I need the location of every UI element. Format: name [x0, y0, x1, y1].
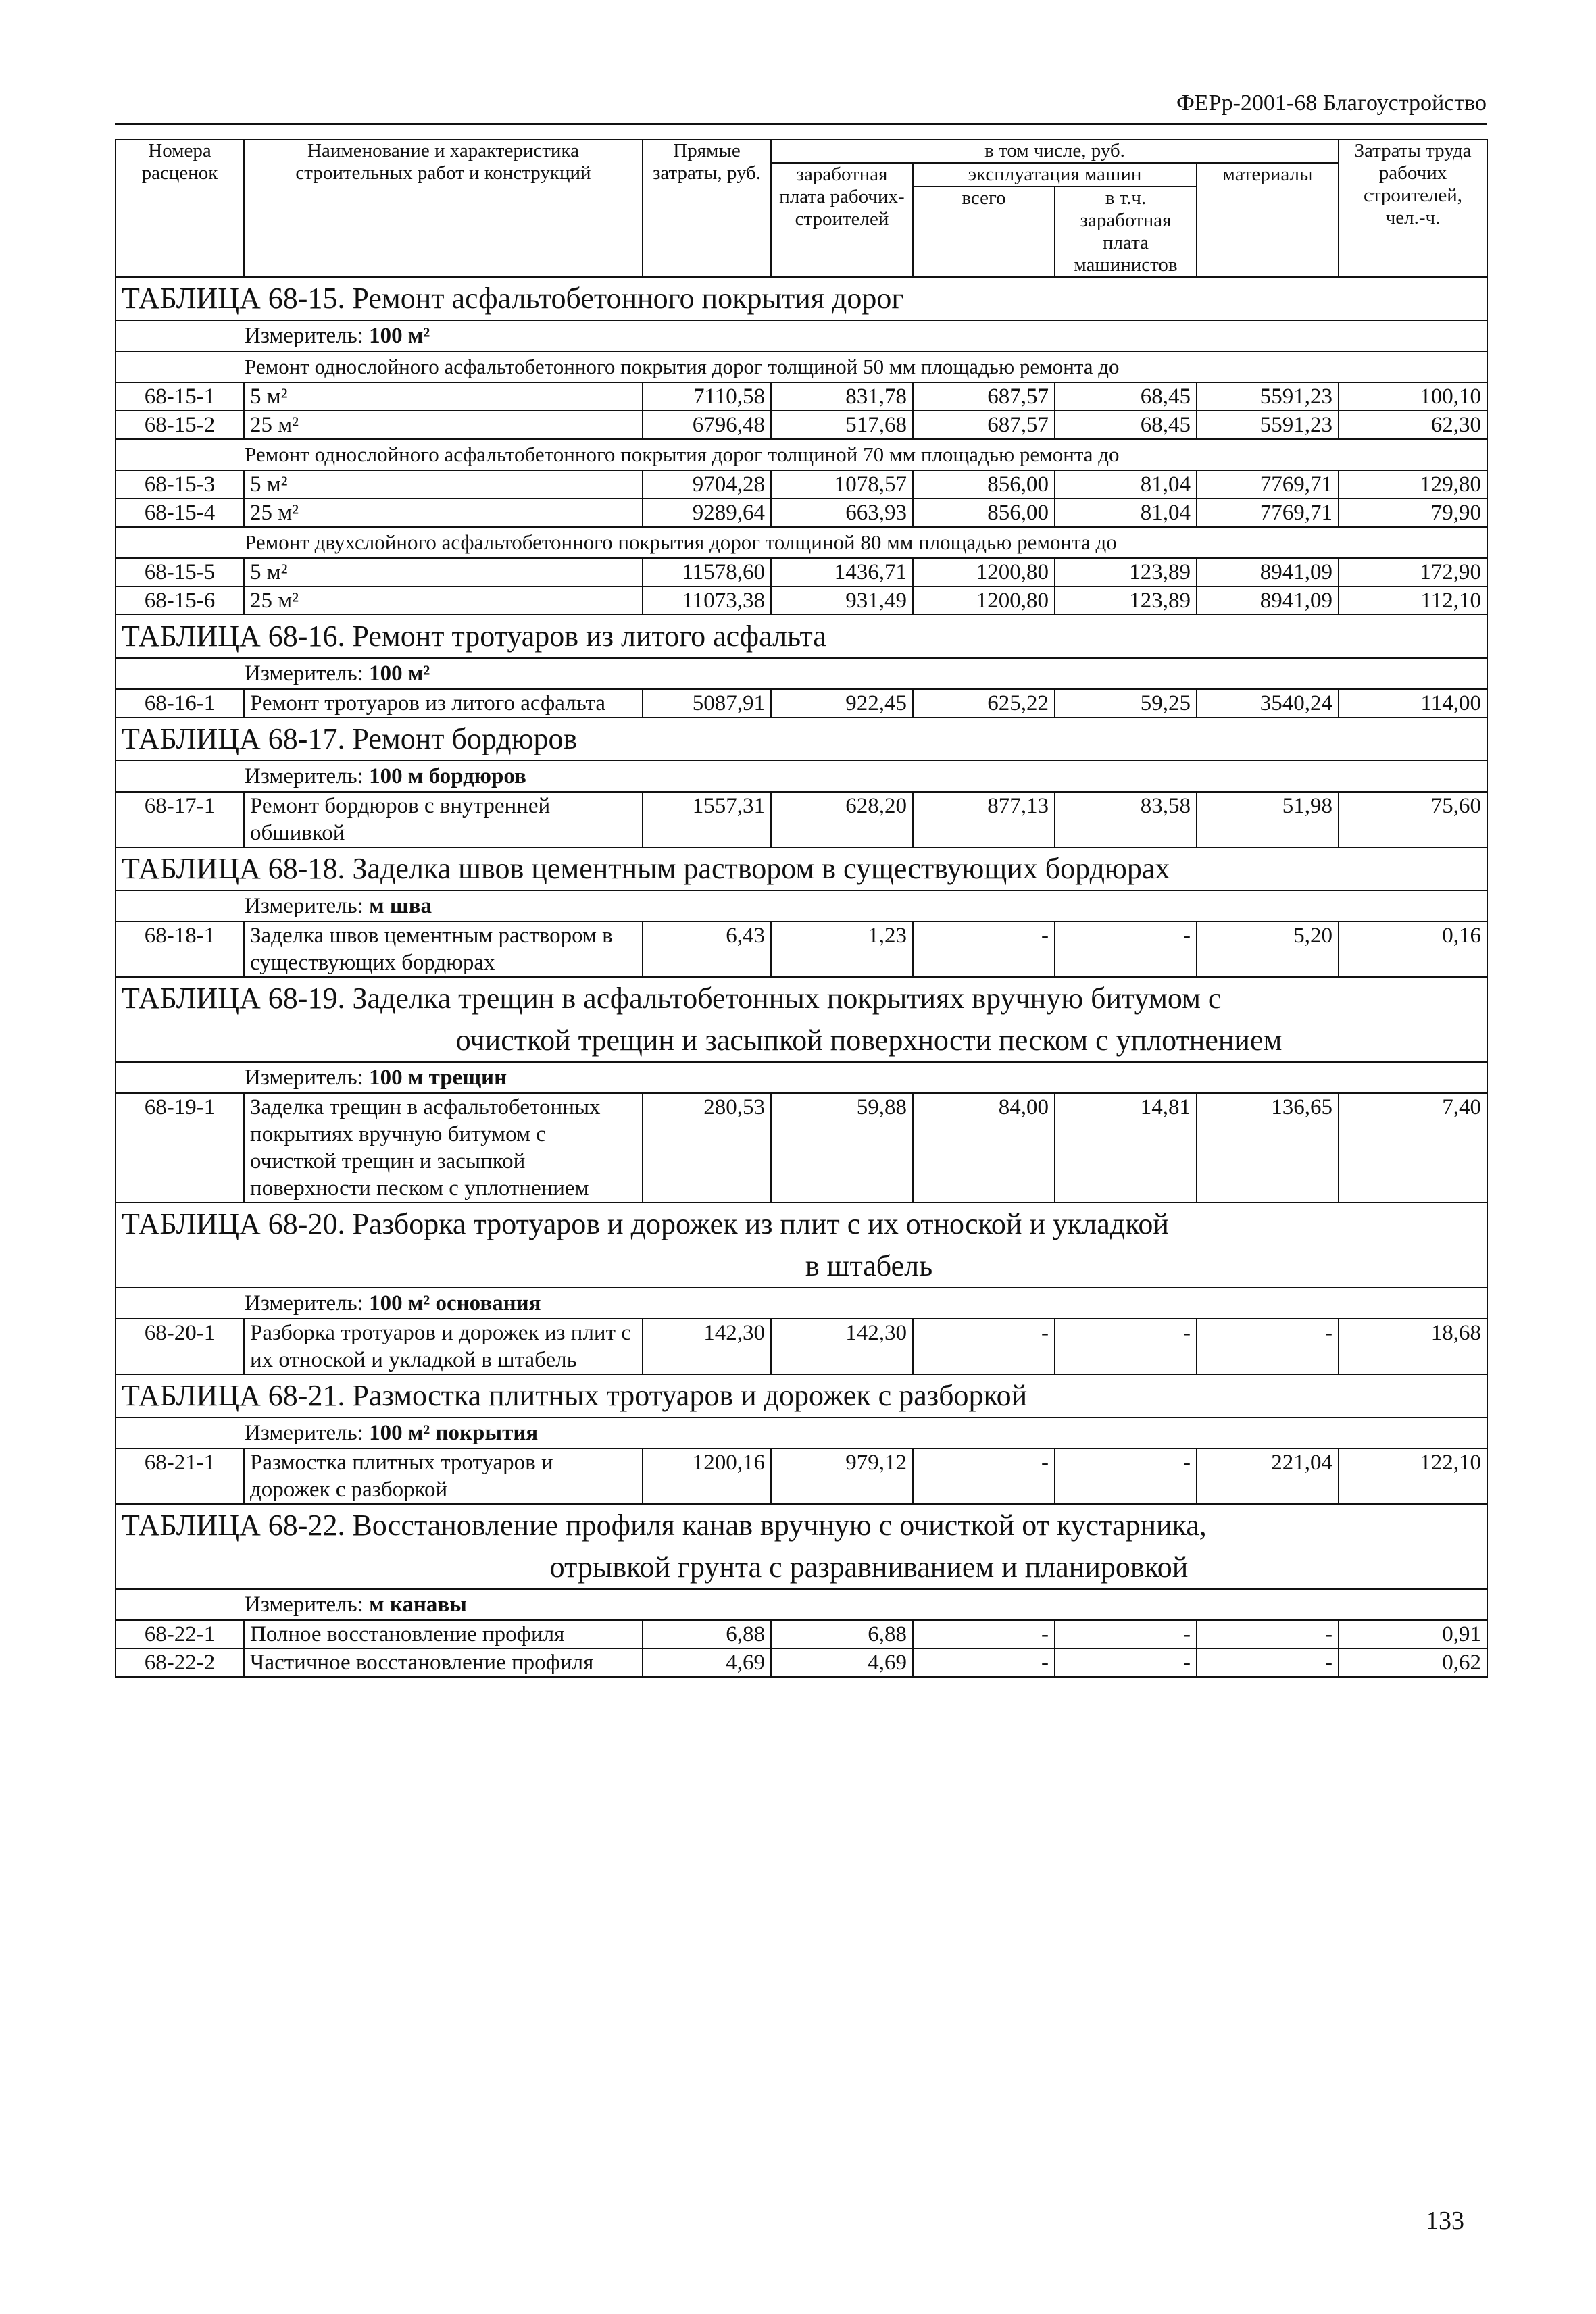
cell-machine-wages: 123,89	[1055, 558, 1197, 586]
unit-label: Измеритель:	[245, 324, 364, 348]
table-row	[116, 1093, 1487, 1203]
table-title: ТАБЛИЦА 68-19. Заделка трещин в асфальтобетонных покрытиях вручную битумом с	[122, 982, 1222, 1015]
cell-machine-total: -	[913, 1319, 1055, 1374]
cell-machine-total: 687,57	[913, 382, 1055, 411]
unit-value: м канавы	[369, 1592, 467, 1617]
cell-wages: 663,93	[771, 499, 913, 527]
table-unit	[116, 320, 1487, 351]
table-unit	[116, 1417, 1487, 1449]
cell-machine-wages: -	[1055, 922, 1197, 977]
cell-work-name: Заделка швов цементным раствором в существующих бордюрах	[244, 922, 643, 977]
table-section-title	[116, 847, 1487, 890]
cell-materials: 3540,24	[1197, 689, 1339, 718]
table-header	[116, 139, 1487, 277]
cell-materials: -	[1197, 1649, 1339, 1677]
cell-labor-costs: 122,10	[1339, 1449, 1487, 1504]
cell-labor-costs: 0,91	[1339, 1620, 1487, 1649]
cell-machine-wages: 59,25	[1055, 689, 1197, 718]
unit-value: 100 м²	[369, 324, 430, 348]
cell-wages: 517,68	[771, 411, 913, 439]
cell-rate-code: 68-19-1	[116, 1093, 244, 1203]
cell-materials: -	[1197, 1620, 1339, 1649]
table-title-continued: в штабель	[805, 1249, 933, 1282]
cell-direct-costs: 11578,60	[643, 558, 771, 586]
cell-rate-code: 68-15-5	[116, 558, 244, 586]
cell-direct-costs: 142,30	[643, 1319, 771, 1374]
header-including: в том числе, руб.	[771, 139, 1339, 163]
table-title: ТАБЛИЦА 68-16. Ремонт тротуаров из литого асфальта	[122, 620, 826, 653]
cell-machine-total: -	[913, 1449, 1055, 1504]
table-row	[116, 1649, 1487, 1677]
cell-work-name: Ремонт тротуаров из литого асфальта	[244, 689, 643, 718]
table-section-title	[116, 277, 1487, 320]
cell-rate-code: 68-22-2	[116, 1649, 244, 1677]
cell-work-name: Разборка тротуаров и дорожек из плит с их отноской и укладкой в штабель	[244, 1319, 643, 1374]
cell-labor-costs: 79,90	[1339, 499, 1487, 527]
unit-label: Измеритель:	[245, 1065, 364, 1090]
table-row	[116, 689, 1487, 718]
cell-materials: -	[1197, 1319, 1339, 1374]
cell-rate-code: 68-15-1	[116, 382, 244, 411]
cell-labor-costs: 0,16	[1339, 922, 1487, 977]
unit-value: 100 м трещин	[369, 1065, 507, 1090]
group-label: Ремонт однослойного асфальтобетонного покрытия дорог толщиной 70 мм площадью ремонта до	[116, 439, 1487, 470]
table-row	[116, 470, 1487, 499]
unit-label: Измеритель:	[245, 1421, 364, 1445]
cell-work-name: Заделка трещин в асфальтобетонных покрытиях вручную битумом с очисткой трещин и засыпкой поверхности песком с уплотнением	[244, 1093, 643, 1203]
cell-direct-costs: 6,88	[643, 1620, 771, 1649]
unit-label: Измеритель:	[245, 894, 364, 918]
cell-materials: 7769,71	[1197, 470, 1339, 499]
cell-direct-costs: 6796,48	[643, 411, 771, 439]
cell-rate-code: 68-15-4	[116, 499, 244, 527]
cell-rate-code: 68-22-1	[116, 1620, 244, 1649]
cell-materials: 221,04	[1197, 1449, 1339, 1504]
unit-label: Измеритель:	[245, 1592, 364, 1617]
cell-direct-costs: 5087,91	[643, 689, 771, 718]
cell-rate-code: 68-15-2	[116, 411, 244, 439]
cell-wages: 922,45	[771, 689, 913, 718]
unit-label: Измеритель:	[245, 764, 364, 788]
table-title-continued: очисткой трещин и засыпкой поверхности песком с уплотнением	[455, 1024, 1282, 1057]
cell-machine-wages: 14,81	[1055, 1093, 1197, 1203]
cell-machine-total: 1200,80	[913, 586, 1055, 615]
cell-wages: 6,88	[771, 1620, 913, 1649]
cell-materials: 5591,23	[1197, 382, 1339, 411]
cell-wages: 1436,71	[771, 558, 913, 586]
header-machine-total: всего	[913, 186, 1055, 277]
table-row	[116, 1449, 1487, 1504]
table-row	[116, 411, 1487, 439]
cell-materials: 136,65	[1197, 1093, 1339, 1203]
table-title: ТАБЛИЦА 68-15. Ремонт асфальтобетонного покрытия дорог	[122, 282, 904, 315]
table-unit	[116, 658, 1487, 689]
cell-rate-code: 68-17-1	[116, 792, 244, 847]
page-header	[115, 88, 1487, 125]
unit-value: 100 м² покрытия	[369, 1421, 539, 1445]
cell-machine-wages: -	[1055, 1649, 1197, 1677]
cell-wages: 1,23	[771, 922, 913, 977]
header-name: Наименование и характеристика строительных работ и конструкций	[244, 139, 643, 277]
group-heading	[116, 351, 1487, 382]
page-number: 133	[1426, 2207, 1464, 2235]
cell-work-name: 5 м²	[244, 382, 643, 411]
table-row	[116, 1319, 1487, 1374]
header-wages: заработная плата рабочих-строителей	[771, 163, 913, 277]
cell-machine-wages: 81,04	[1055, 470, 1197, 499]
table-row	[116, 922, 1487, 977]
cell-work-name: 25 м²	[244, 411, 643, 439]
document-title: ФЕРр-2001-68 Благоустройство	[1176, 91, 1487, 116]
cell-work-name: Ремонт бордюров с внутренней обшивкой	[244, 792, 643, 847]
cell-machine-wages: 123,89	[1055, 586, 1197, 615]
header-machine-operation: эксплуатация машин	[913, 163, 1197, 186]
cell-direct-costs: 6,43	[643, 922, 771, 977]
header-machine-wages: в т.ч. заработная плата машинистов	[1055, 186, 1197, 277]
cell-machine-total: 84,00	[913, 1093, 1055, 1203]
table-section-title	[116, 718, 1487, 761]
table-section-title	[116, 1374, 1487, 1417]
table-title: ТАБЛИЦА 68-17. Ремонт бордюров	[122, 722, 578, 755]
cell-wages: 1078,57	[771, 470, 913, 499]
table-unit	[116, 1589, 1487, 1620]
group-heading	[116, 439, 1487, 470]
header-labor: Затраты труда рабочих строителей, чел.-ч.	[1339, 139, 1487, 277]
cell-direct-costs: 4,69	[643, 1649, 771, 1677]
header-materials: материалы	[1197, 163, 1339, 277]
table-unit	[116, 890, 1487, 922]
cell-rate-code: 68-15-3	[116, 470, 244, 499]
cell-machine-total: 856,00	[913, 499, 1055, 527]
cell-machine-total: -	[913, 922, 1055, 977]
cell-machine-wages: -	[1055, 1319, 1197, 1374]
cell-direct-costs: 11073,38	[643, 586, 771, 615]
table-section-title	[116, 615, 1487, 658]
group-label: Ремонт двухслойного асфальтобетонного покрытия дорог толщиной 80 мм площадью ремонта до	[116, 527, 1487, 558]
cell-machine-wages: -	[1055, 1449, 1197, 1504]
cell-machine-wages: -	[1055, 1620, 1197, 1649]
rates-table	[115, 139, 1488, 1678]
cell-direct-costs: 1557,31	[643, 792, 771, 847]
table-unit	[116, 1288, 1487, 1319]
cell-work-name: 25 м²	[244, 499, 643, 527]
cell-rate-code: 68-18-1	[116, 922, 244, 977]
table-title: ТАБЛИЦА 68-18. Заделка швов цементным раствором в существующих бордюрах	[122, 852, 1170, 885]
cell-labor-costs: 18,68	[1339, 1319, 1487, 1374]
table-title: ТАБЛИЦА 68-20. Разборка тротуаров и дорожек из плит с их отноской и укладкой	[122, 1207, 1169, 1240]
cell-machine-total: 687,57	[913, 411, 1055, 439]
cell-machine-wages: 81,04	[1055, 499, 1197, 527]
unit-value: 100 м²	[369, 661, 430, 686]
header-code: Номера расценок	[116, 139, 244, 277]
cell-labor-costs: 100,10	[1339, 382, 1487, 411]
group-label: Ремонт однослойного асфальтобетонного покрытия дорог толщиной 50 мм площадью ремонта до	[116, 351, 1487, 382]
cell-wages: 142,30	[771, 1319, 913, 1374]
cell-work-name: Частичное восстановление профиля	[244, 1649, 643, 1677]
cell-machine-total: -	[913, 1649, 1055, 1677]
cell-labor-costs: 172,90	[1339, 558, 1487, 586]
cell-materials: 51,98	[1197, 792, 1339, 847]
cell-wages: 831,78	[771, 382, 913, 411]
header-direct-costs: Прямые затраты, руб.	[643, 139, 771, 277]
cell-materials: 8941,09	[1197, 586, 1339, 615]
cell-materials: 7769,71	[1197, 499, 1339, 527]
table-title: ТАБЛИЦА 68-21. Размостка плитных тротуаров и дорожек с разборкой	[122, 1379, 1028, 1412]
cell-labor-costs: 0,62	[1339, 1649, 1487, 1677]
table-row	[116, 382, 1487, 411]
cell-wages: 4,69	[771, 1649, 913, 1677]
table-body	[116, 277, 1487, 1677]
table-row	[116, 792, 1487, 847]
table-row	[116, 586, 1487, 615]
cell-machine-total: -	[913, 1620, 1055, 1649]
cell-materials: 5,20	[1197, 922, 1339, 977]
cell-direct-costs: 9704,28	[643, 470, 771, 499]
cell-machine-wages: 68,45	[1055, 411, 1197, 439]
unit-value: м шва	[369, 894, 432, 918]
cell-rate-code: 68-15-6	[116, 586, 244, 615]
cell-direct-costs: 1200,16	[643, 1449, 771, 1504]
cell-rate-code: 68-16-1	[116, 689, 244, 718]
table-unit	[116, 1062, 1487, 1093]
cell-labor-costs: 62,30	[1339, 411, 1487, 439]
cell-labor-costs: 129,80	[1339, 470, 1487, 499]
table-title: ТАБЛИЦА 68-22. Восстановление профиля канав вручную с очисткой от кустарника,	[122, 1509, 1207, 1542]
unit-value: 100 м² основания	[369, 1291, 541, 1315]
cell-machine-total: 625,22	[913, 689, 1055, 718]
cell-machine-total: 856,00	[913, 470, 1055, 499]
cell-wages: 979,12	[771, 1449, 913, 1504]
cell-labor-costs: 7,40	[1339, 1093, 1487, 1203]
unit-value: 100 м бордюров	[369, 764, 526, 788]
cell-wages: 59,88	[771, 1093, 913, 1203]
cell-work-name: 5 м²	[244, 470, 643, 499]
cell-direct-costs: 280,53	[643, 1093, 771, 1203]
unit-label: Измеритель:	[245, 1291, 364, 1315]
cell-labor-costs: 112,10	[1339, 586, 1487, 615]
cell-rate-code: 68-21-1	[116, 1449, 244, 1504]
cell-direct-costs: 9289,64	[643, 499, 771, 527]
cell-machine-wages: 83,58	[1055, 792, 1197, 847]
cell-machine-total: 877,13	[913, 792, 1055, 847]
table-section-title	[116, 977, 1487, 1062]
unit-label: Измеритель:	[245, 661, 364, 686]
table-unit	[116, 761, 1487, 792]
table-row	[116, 1620, 1487, 1649]
table-title-continued: отрывкой грунта с разравниванием и планировкой	[549, 1551, 1189, 1584]
table-section-title	[116, 1203, 1487, 1288]
cell-materials: 5591,23	[1197, 411, 1339, 439]
group-heading	[116, 527, 1487, 558]
cell-machine-wages: 68,45	[1055, 382, 1197, 411]
cell-labor-costs: 75,60	[1339, 792, 1487, 847]
cell-labor-costs: 114,00	[1339, 689, 1487, 718]
cell-work-name: Размостка плитных тротуаров и дорожек с разборкой	[244, 1449, 643, 1504]
cell-work-name: 5 м²	[244, 558, 643, 586]
cell-work-name: Полное восстановление профиля	[244, 1620, 643, 1649]
cell-rate-code: 68-20-1	[116, 1319, 244, 1374]
table-row	[116, 558, 1487, 586]
cell-wages: 628,20	[771, 792, 913, 847]
cell-materials: 8941,09	[1197, 558, 1339, 586]
cell-work-name: 25 м²	[244, 586, 643, 615]
cell-wages: 931,49	[771, 586, 913, 615]
table-row	[116, 499, 1487, 527]
cell-machine-total: 1200,80	[913, 558, 1055, 586]
table-section-title	[116, 1504, 1487, 1589]
cell-direct-costs: 7110,58	[643, 382, 771, 411]
